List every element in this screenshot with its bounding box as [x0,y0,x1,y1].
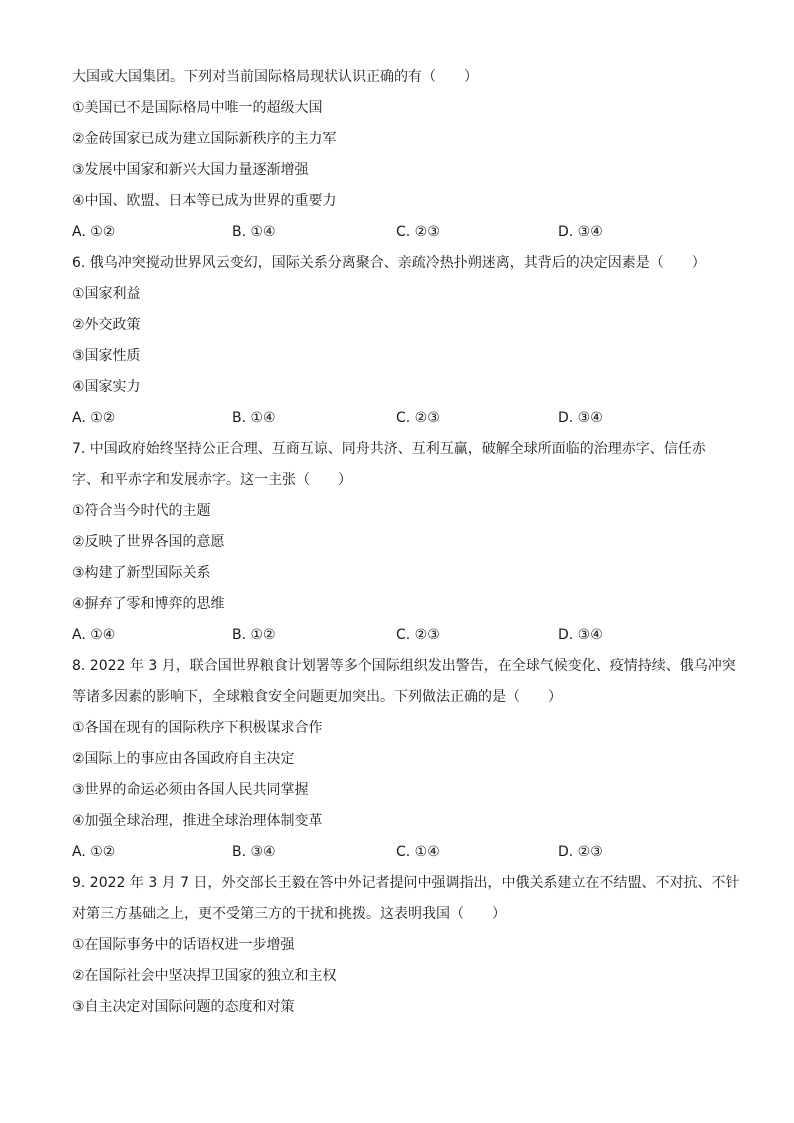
q5-option-1: ①美国已不是国际格局中唯一的超级大国 [72,100,323,116]
q7-stem-line-2: 字、和平赤字和发展赤字。这一主张（ ） [72,472,352,488]
q9-option-1: ①在国际事务中的话语权进一步增强 [72,937,295,953]
q8-choices [72,837,732,868]
q7-option-3: ③构建了新型国际关系 [72,565,211,581]
q6-choice-c: C. ②③ [396,410,440,426]
q5-choice-c: C. ②③ [396,224,440,240]
q7-choice-a: A. ①④ [72,627,116,643]
q5-option-2: ②金砖国家已成为建立国际新秩序的主力军 [72,131,337,147]
q8-choice-d: D. ②③ [558,844,603,860]
q8-stem-line-1: 8. 2022 年 3 月，联合国世界粮食计划署等多个国际组织发出警告，在全球气候变化、疫情持续、俄乌冲突 [72,658,736,674]
exam-page [72,62,740,1023]
q7-option-4: ④摒弃了零和博弈的思维 [72,596,225,612]
q7-choice-c: C. ②③ [396,627,440,643]
q8-choice-a: A. ①② [72,844,116,860]
q5-choices [72,217,732,248]
q7-choice-b: B. ①② [232,627,276,643]
q8-option-4: ④加强全球治理，推进全球治理体制变革 [72,813,323,829]
q8-choice-c: C. ①④ [396,844,440,860]
q9-option-2: ②在国际社会中坚决捍卫国家的独立和主权 [72,968,337,984]
q9-stem-line-1: 9. 2022 年 3 月 7 日，外交部长王毅在答中外记者提问中强调指出，中俄关系建立在不结盟、不对抗、不针 [72,875,740,891]
q7-choice-d: D. ③④ [558,627,603,643]
q5-choice-a: A. ①② [72,224,116,240]
q6-choice-a: A. ①② [72,410,116,426]
q8-option-2: ②国际上的事应由各国政府自主决定 [72,751,295,767]
q6-stem: 6. 俄乌冲突搅动世界风云变幻，国际关系分离聚合、亲疏冷热扑朔迷离，其背后的决定因素是（ ） [72,255,706,271]
q8-option-1: ①各国在现有的国际秩序下积极谋求合作 [72,720,323,736]
q6-option-4: ④国家实力 [72,379,141,395]
q5-option-3: ③发展中国家和新兴大国力量逐渐增强 [72,162,309,178]
q6-choice-d: D. ③④ [558,410,603,426]
q9-option-3: ③自主决定对国际问题的态度和对策 [72,999,295,1015]
q7-option-2: ②反映了世界各国的意愿 [72,534,225,550]
q7-stem-line-1: 7. 中国政府始终坚持公正合理、互商互谅、同舟共济、互利互赢，破解全球所面临的治理赤字、信任赤 [72,441,706,457]
q7-choices [72,620,732,651]
q6-option-1: ①国家利益 [72,286,141,302]
q8-choice-b: B. ③④ [232,844,276,860]
q6-option-3: ③国家性质 [72,348,141,364]
q7-option-1: ①符合当今时代的主题 [72,503,211,519]
q8-stem-line-2: 等诸多因素的影响下，全球粮食安全问题更加突出。下列做法正确的是（ ） [72,689,562,705]
q5-choice-b: B. ①④ [232,224,276,240]
q5-stem: 大国或大国集团。下列对当前国际格局现状认识正确的有（ ） [72,69,478,85]
q9-stem-line-2: 对第三方基础之上，更不受第三方的干扰和挑拨。这表明我国（ ） [72,906,506,922]
q5-option-4: ④中国、欧盟、日本等已成为世界的重要力 [72,193,337,209]
q6-choice-b: B. ①④ [232,410,276,426]
q5-choice-d: D. ③④ [558,224,603,240]
q6-option-2: ②外交政策 [72,317,141,333]
q8-option-3: ③世界的命运必须由各国人民共同掌握 [72,782,309,798]
q6-choices [72,403,732,434]
